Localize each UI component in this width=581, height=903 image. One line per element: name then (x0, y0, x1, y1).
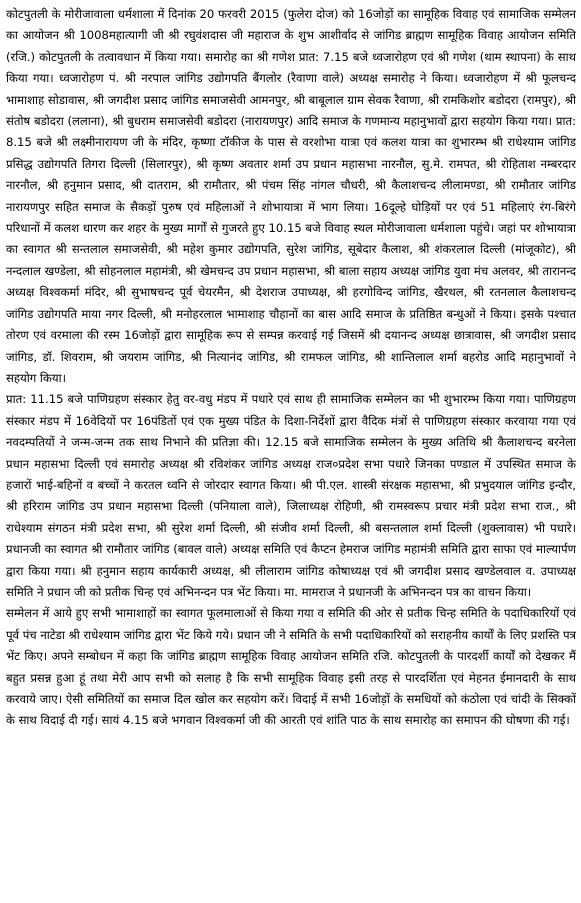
article-paragraph-2: प्रात: 11.15 बजे पाणिग्रहण संस्कार हेतु वर-वधु मंडप में पधारे एवं साथ ही सामाजिक सम्मेलन का भी शुभारम्भ किया गया। पाणिग्रहण संस्कार मंडप में 16वेदियों पर 16पंडितों एवं एक मुख्य पंडित के दिशा-निर्देशों द्वारा वैदिक मंत्रों से पाणिग्रहण संस्कार करवाया गया एवं नवदम्पतियों ने जन्म-जन्म तक साथ निभाने की प्रतिज्ञा की। 12.15 बजे सामाजिक सम्मेलन के मुख्य अतिथि श्री कैलाशचन्द बरनेला प्रधान महासभा दिल्ली एवं समारोह अध्यक्ष श्री रविशंकर जांगिड अध्यक्ष राज०प्रदेश सभा पधारे जिनका पण्डाल में उपस्थित समाज के हजारों भाई-बहिनों व बच्चों ने करतल ध्वनि से जोरदार स्वागत किया। श्री पी.एल. शास्त्री संरक्षक महासभा, श्री प्रभुदयाल जांगिड इन्दौर, श्री हरिराम जांगिड उप प्रधान महासभा दिल्ली (पनियाला वाले), जिलाध्यक्ष रोहिणी, श्री रामस्वरूप प्रचार मंत्री प्रदेश सभा राज., श्री राधेश्याम संगठन मंत्री प्रदेश सभा, श्री सुरेश शर्मा दिल्ली, श्री संजीव शर्मा दिल्ली, श्री बसन्तलाल शर्मा दिल्ली (शुक्लावास) भी पधारे। प्रधानजी का स्वागत श्री रामौतार जांगिड (बावल वाले) अध्यक्ष समिति एवं कैप्टन हेमराज जांगिड महामंत्री समिति द्वारा साफा एवं माल्यार्पण द्वारा किया गया। श्री हनुमान सहाय कार्यकारी अध्यक्ष, श्री लीलाराम जांगिड कोषाध्यक्ष एवं श्री जगदीश प्रसाद खण्डेलवाल व. उपाध्यक्ष समिति ने प्रधान जी को प्रतीक चिन्ह एवं अभिनन्दन पत्र भेंट किया। मा. मामराज ने प्रधानजी के अभिनन्दन पत्र का वाचन किया। (6, 392, 576, 599)
article-paragraph-1: कोटपुतली के मोरीजावाला धर्मशाला में दिनांक 20 फरवरी 2015 (फुलेरा दोज) को 16जोड़ों का सामूहिक विवाह एवं सामाजिक सम्मेलन का आयोजन श्री 1008महात्यागी जी श्री रघुवंशदास जी महाराज के शुभ आशीर्वाद से जांगिड ब्राह्मण सामूहिक विवाह आयोजन समिति (रजि.) कोटपुतली के तत्वावधान में किया गया। समारोह का श्री गणेश प्रात: 7.15 बजे ध्वजारोहण एवं श्री गणेश (थाम स्थापना) के साथ किया गया। ध्वजारोहण पं. श्री नरपाल जांगिड उद्योगपति बैंगलोर (रैवाणा वाले) अध्यक्ष समारोह ने किया। ध्वजारोहण में श्री फूलचन्द भामाशाह सोडावास, श्री जगदीश प्रसाद जांगिड समाजसेवी आमनपुर, श्री बाबूलाल ग्राम सेवक रैवाणा, श्री रामकिशोर बडोदरा (रामपुर), श्री संतोष बडोदरा (ललाना), श्री बुधराम समाजसेवी बडोदरा (नारायणपुर) आदि समाज के गणमान्य महानुभावों द्वारा सहयोग किया गया। प्रात: 8.15 बजे श्री लक्ष्मीनारायण जी के मंदिर, कृष्णा टॉकीज के पास से वरशोभा यात्रा एवं कलश यात्रा का शुभारम्भ श्री राधेश्याम जांगिड प्रसिद्ध उद्योगपति तिगरा दिल्ली (सिलारपुर), श्री कृष्ण अवतार शर्मा उप प्रधान महासभा नारनौल, सु.मे. रामपत, श्री रोहिताश नम्बरदार नारनौल, श्री हनुमान प्रसाद, श्री दातराम, श्री रामौतार, श्री पंचम सिंह नांगल चौधरी, श्री कैलाशचन्द लीलामण्डा, श्री रामौतार जांगिड नारायणपुर सहित समाज के सैकड़ों पुरुष एवं महिलाओं ने शोभायात्रा में भाग लिया। 16दूल्हे घोड़ियों पर एवं 51 महिलाएं रंग-बिरंगे परिधानों में कलश धारण कर शहर के मुख्य मार्गों से गुजरते हुए 10.15 बजे विवाह स्थल मोरीजावाला धर्मशाला पहुंचे। जहां पर शोभायात्रा का स्वागत श्री सन्तलाल समाजसेवी, श्री महेश कुमार उद्योगपति, सुरेश जांगिड, सूबेदार कैलाश, श्री शंकरलाल दिल्ली (मांजूकोट), श्री नन्दलाल खण्डेला, श्री सोहनलाल महामंत्री, श्री खेमचन्द उप प्रधान महासभा, श्री बाला सहाय अध्यक्ष जांगिड युवा मंच अलवर, श्री तारानन्द अध्यक्ष विश्वकर्मा मंदिर, श्री सुभाषचन्द पूर्व चेयरमैन, श्री देशराज उपाध्यक्ष, श्री हरगोविन्द जांगिड, खैरथल, श्री रतनलाल कैलाशचन्द जांगिड उद्योगपति माया नगर दिल्ली, श्री मनोहरलाल भामाशाह चौहानों का बास आदि समाज के प्रतिष्ठित बन्धुओं ने किया। इसके पश्चात तोरण एवं वरमाला की रस्म 16जोड़ों द्वारा सामूहिक रूप से सम्पन्न करवाई गई जिसमें श्री दयानन्द अध्यक्ष छात्रावास, श्री जगदीश प्रसाद जांगिड, डॉ. शिवराम, श्री जयराम जांगिड, श्री नित्यानंद जांगिड, श्री रामफल जांगिड, श्री शान्तिलाल शर्मा बहरोड आदि महानुभावों ने सहयोग किया। (6, 7, 576, 385)
news-article (6, 4, 576, 899)
article-paragraph-3: सम्मेलन में आये हुए सभी भामाशाहों का स्वागत फूलमालाओं से किया गया व समिति की ओर से प्रतीक चिन्ह समिति के पदाधिकारियों एवं पूर्व पंच नाटेडा श्री राधेश्याम जांगिड द्वारा भेंट किये गये। प्रधान जी ने समिति के सभी पदाधिकारियों को सराहनीय कार्यों के लिए प्रशस्ति पत्र भेंट किए। अपने सम्बोधन में कहा कि जांगिड ब्राह्मण सामूहिक विवाह आयोजन समिति रजि. कोटपुतली के पारदर्शी कार्यों को देखकर मैं बहुत प्रसन्न हुआ हूं तथा मेरी आप सभी को सलाह है कि सभी सामूहिक विवाह इसी तरह से पारदर्शिता एवं मेहनत ईमानदारी के साथ करवाये जाए। ऐसी समितियों का समाज दिल खोल कर सहयोग करें। विदाई में सभी 16जोड़ों के समधियों को कंठोला एवं चांदी के सिक्कों के साथ विदाई दी गई। सायं 4.15 बजे भगवान विश्वकर्मा जी की आरती एवं शांति पाठ के साथ समारोह का समापन की घोषणा की गई। (6, 606, 576, 728)
